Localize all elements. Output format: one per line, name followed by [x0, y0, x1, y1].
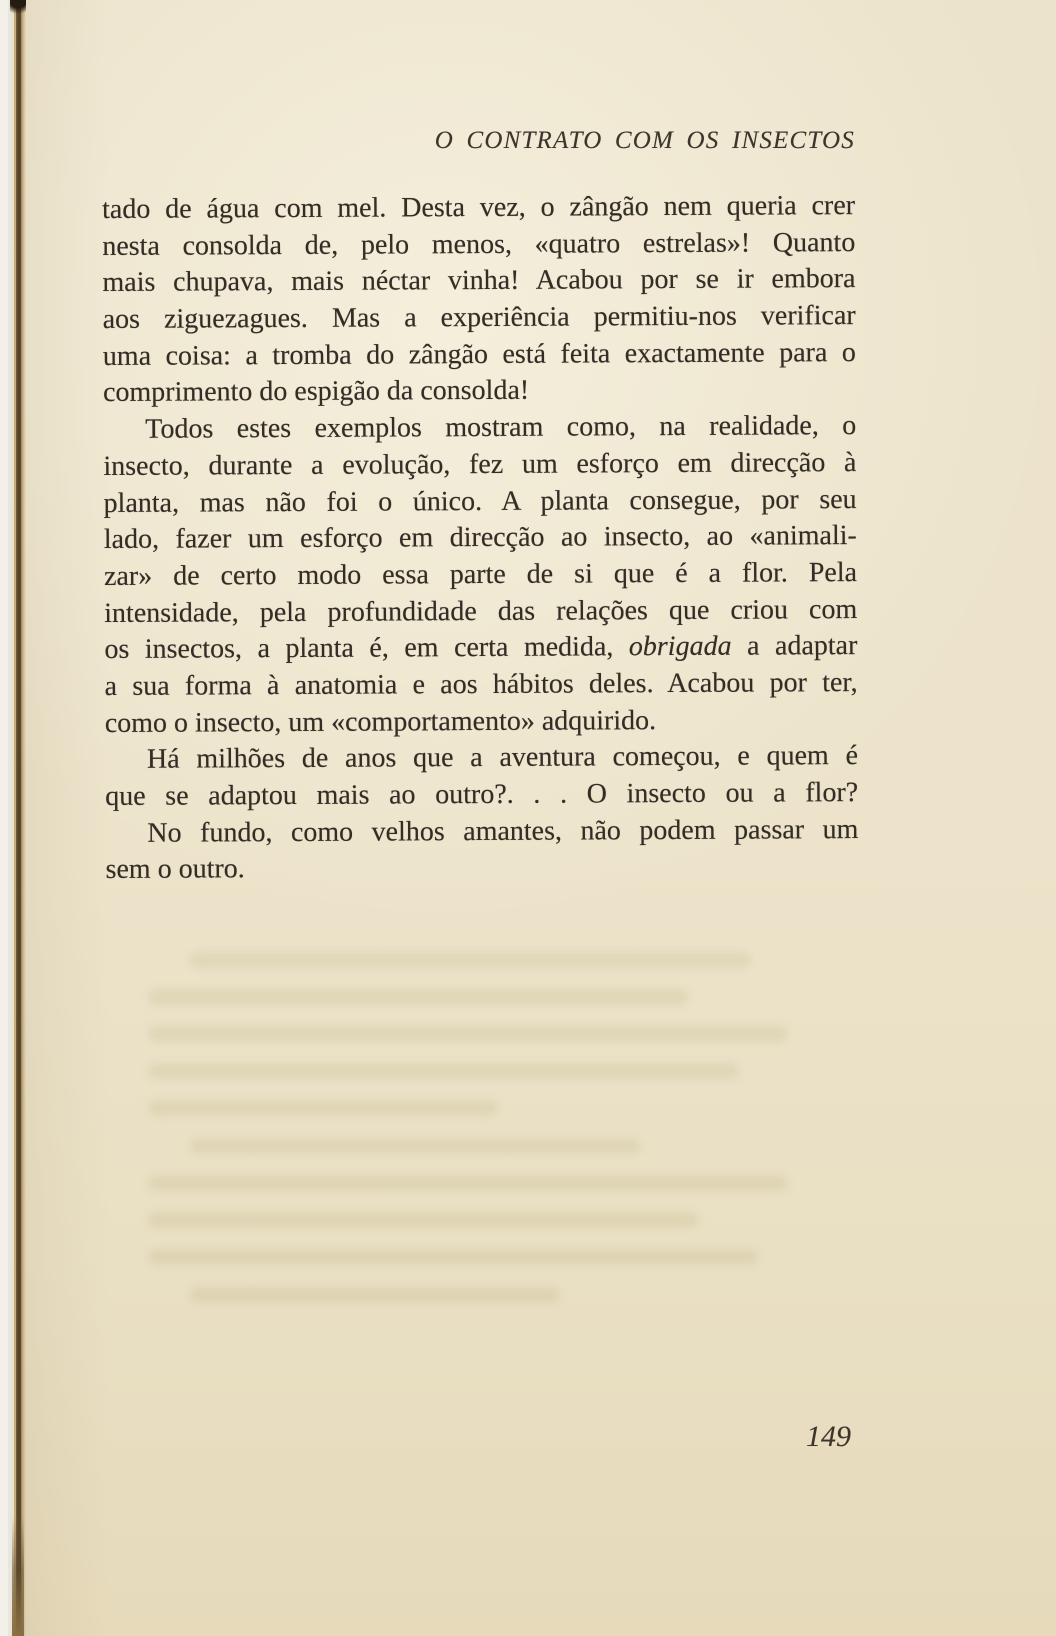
page-number: 149	[806, 1420, 851, 1453]
bleedthrough-mark	[148, 1063, 738, 1079]
bleedthrough-mark	[190, 1138, 640, 1154]
text-line	[104, 628, 857, 669]
text-segment: Há milhões de anos que a aventura começou, e quem é	[146, 740, 859, 776]
text-segment: intensidade, pela profundidade das relações que criou com	[104, 593, 858, 629]
text-segment: a sua forma à anatomia e aos hábitos deles. Acabou por ter,	[104, 666, 858, 702]
text-line	[105, 848, 858, 889]
bleedthrough-mark	[148, 1100, 498, 1116]
text-line	[104, 482, 857, 523]
bleedthrough-mark	[148, 1175, 788, 1191]
text-segment: os insectos, a planta é, em certa medida,	[104, 631, 629, 666]
text-segment: sem o outro.	[105, 853, 245, 886]
text-segment: a adaptar	[731, 630, 858, 662]
text-segment: No fundo, como velhos amantes, não podem passar um	[147, 813, 859, 849]
text-line	[102, 225, 855, 266]
text-line	[102, 261, 855, 302]
text-segment: lado, fazer um esforço em direcção ao insecto, ao «animali-	[103, 520, 857, 556]
text-segment: como o insecto, um «comportamento» adquirido.	[104, 704, 657, 739]
text-line	[105, 775, 858, 816]
text-segment: nesta consolda de, pelo menos, «quatro estrelas»! Quanto	[102, 226, 856, 262]
text-line	[105, 665, 858, 706]
text-segment: planta, mas não foi o único. A planta consegue, por seu	[103, 483, 857, 519]
text-segment: zar» de certo modo essa parte de si que é a flor. Pela	[103, 556, 858, 592]
italic-word: obrigada	[628, 630, 732, 663]
text-line	[104, 518, 857, 559]
body-text	[102, 188, 859, 889]
text-line	[103, 335, 856, 376]
text-line	[105, 812, 858, 853]
text-line	[102, 188, 855, 229]
bleedthrough-mark	[190, 952, 750, 968]
running-header: O CONTRATO COM OS INSECTOS	[434, 127, 855, 154]
bleedthrough-mark	[148, 1212, 698, 1228]
text-segment: aos ziguezagues. Mas a experiência permitiu-nos verificar	[102, 300, 856, 336]
text-segment: Todos estes exemplos mostram como, na realidade, o	[145, 410, 857, 445]
text-segment: tado de água com mel. Desta vez, o zângão nem queria crer	[102, 190, 856, 225]
text-segment: insecto, durante a evolução, fez um esforço em direcção à	[103, 446, 857, 482]
text-segment: mais chupava, mais néctar vinha! Acabou por se ir embora	[102, 263, 856, 299]
bleedthrough-mark	[148, 1249, 758, 1265]
text-segment: comprimento do espigão da consolda!	[102, 375, 530, 409]
text-line	[104, 592, 857, 633]
text-segment: que se adaptou mais ao outro?. . . O insecto ou a flor?	[105, 777, 859, 812]
text-line	[104, 555, 857, 596]
bleedthrough-mark	[148, 1026, 788, 1042]
book-spine-edge	[0, 0, 30, 1636]
text-line	[105, 738, 858, 779]
bleedthrough-mark	[148, 989, 688, 1005]
text-line	[103, 298, 856, 339]
text-line	[105, 702, 858, 743]
text-line	[103, 445, 856, 486]
bleedthrough-mark	[190, 1287, 560, 1303]
text-line	[103, 371, 856, 412]
text-line	[103, 408, 856, 449]
text-segment: uma coisa: a tromba do zângão está feita exactamente para o	[102, 336, 856, 372]
